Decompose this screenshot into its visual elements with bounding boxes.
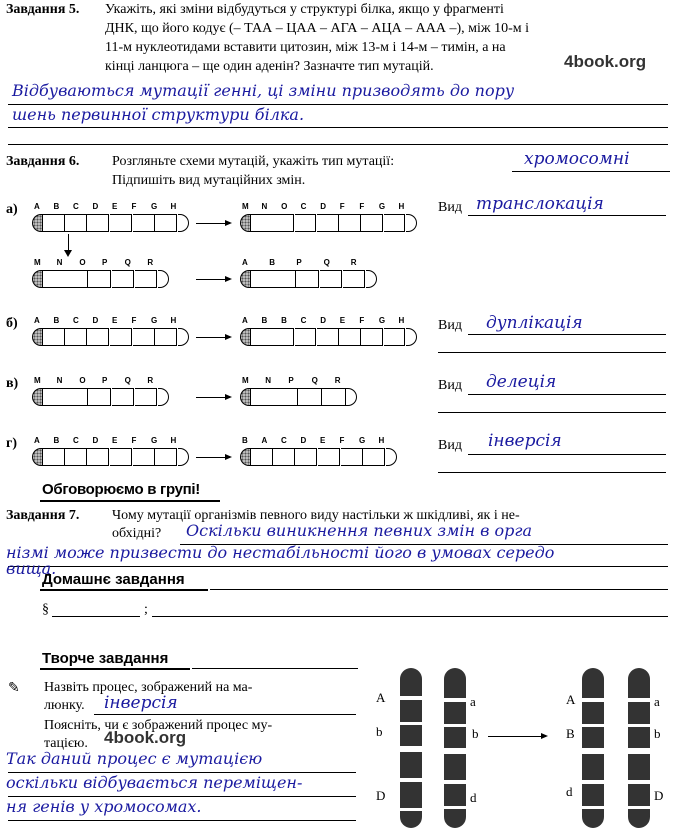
- gene-letter: C: [73, 202, 79, 211]
- label-a-left-pair: a: [470, 694, 476, 709]
- gene-letter: N: [265, 376, 271, 385]
- chromosome-segment: [135, 388, 158, 406]
- chromosome-segment: [110, 328, 132, 346]
- gene-letter: G: [151, 436, 158, 445]
- arrow-right: [196, 337, 230, 338]
- vid-label-c: Вид: [438, 378, 462, 393]
- chromosome-segment: [250, 388, 275, 406]
- creative-answer-2b: оскільки відбувається переміщен-: [6, 773, 303, 792]
- chromosome-segment: [112, 388, 135, 406]
- label-b-left: b: [376, 724, 383, 739]
- chromosome-segment: [133, 328, 155, 346]
- gene-letter: F: [359, 316, 365, 325]
- vid-answer-a: транслокація: [476, 194, 604, 214]
- vid-answer-d: інверсія: [488, 431, 562, 451]
- gene-letter: C: [73, 316, 79, 325]
- task5-label: Завдання 5.: [6, 2, 80, 17]
- task7-text-1: Чому мутації організмів певного виду настільки ж шкідливі, як і не-: [112, 508, 520, 523]
- chromosome-segment: [295, 328, 317, 346]
- chromosome-segment: [65, 270, 88, 288]
- gene-letter: D: [320, 316, 326, 325]
- chromosome-segment: [155, 328, 177, 346]
- vid-label-d: Вид: [438, 438, 462, 453]
- chromosome-segment: [250, 270, 274, 288]
- gene-letter: C: [300, 202, 307, 211]
- creative-q1a: Назвіть процес, зображений на ма-: [44, 680, 253, 695]
- watermark-bottom: 4book.org: [104, 728, 187, 747]
- watermark-top: 4book.org: [564, 52, 647, 71]
- task5-text-3: 11-м нуклеотидами вставити цитозин, між 13-м і 14-м – тимін, а на: [105, 40, 506, 55]
- gene-letter: C: [73, 436, 79, 445]
- gene-letter: O: [79, 258, 86, 267]
- task6-answer-type: хромосомні: [524, 149, 630, 169]
- arrow-right: [196, 279, 230, 280]
- task6-text-2: Підпишіть вид мутаційних змін.: [112, 173, 306, 188]
- arrow-right: [488, 736, 546, 737]
- gene-letter: M: [242, 202, 249, 211]
- chromosome-segment: [250, 328, 273, 346]
- chromosome-segment: [110, 214, 132, 232]
- chromosome-abbcdefgh: [240, 316, 416, 346]
- label-a-right-pair: a: [654, 694, 660, 709]
- gene-letter: P: [102, 258, 108, 267]
- chromosome-picture: [360, 662, 680, 834]
- gene-letter: Q: [124, 376, 131, 385]
- task7-answer-2: нізмі може призвести до нестабільності його в умовах середо: [6, 543, 555, 562]
- chromosome-cap: [158, 388, 169, 406]
- gene-letter: M: [34, 376, 41, 385]
- label-D-right-pair: D: [654, 788, 664, 803]
- gene-letter: A: [34, 316, 40, 325]
- chromosome-bacdefgh: [240, 436, 396, 466]
- label-A-left: A: [376, 690, 386, 705]
- chromosome-segment: [320, 270, 343, 288]
- task5-text-4: кінці ланцюга – ще один аденін? Зазначте тип мутацій.: [105, 59, 434, 74]
- row-d-letter: г): [6, 436, 18, 451]
- chromosome-segment: [87, 214, 109, 232]
- chromosome-segment: [273, 448, 295, 466]
- chromosome-segment: [135, 270, 158, 288]
- gene-letter: F: [131, 202, 137, 211]
- chromosome-segment: [65, 448, 87, 466]
- gene-letter: B: [53, 202, 60, 211]
- task5-text-1: Укажіть, які зміни відбудуться у структурі білка, якщо у фрагменті: [105, 2, 504, 17]
- chromosome-cap: [178, 448, 189, 466]
- chromosome-abpqr: [240, 258, 376, 288]
- vid-label-b: Вид: [438, 318, 462, 333]
- gene-letter: D: [92, 436, 99, 445]
- gene-letter: H: [170, 316, 177, 325]
- task7-text-2: обхідні?: [112, 526, 162, 541]
- chromosome-segment: [296, 270, 319, 288]
- chromosome-segment: [363, 448, 385, 466]
- creative-answer-1: інверсія: [104, 693, 178, 713]
- task5-answer-1: Відбуваються мутації генні, ці зміни призводять до пору: [12, 81, 515, 100]
- creative-q1b: люнку.: [44, 698, 85, 713]
- chromosome-segment: [318, 448, 340, 466]
- gene-letter: F: [359, 202, 365, 211]
- gene-letter: R: [147, 258, 154, 267]
- chromosome-abcdefgh: [32, 316, 188, 346]
- gene-letter: G: [151, 316, 158, 325]
- creative-answer-2c: ня генів у хромосомах.: [6, 797, 202, 816]
- chromosome-segment: [317, 214, 339, 232]
- gene-letter: F: [131, 436, 137, 445]
- gene-letter: B: [53, 316, 60, 325]
- task7-label: Завдання 7.: [6, 508, 80, 523]
- chromosome-mnopqr: [32, 258, 168, 288]
- gene-letter: H: [398, 202, 405, 211]
- chromosome-segment: [341, 448, 363, 466]
- arrow-right: [196, 397, 230, 398]
- chromosome-segment: [322, 388, 346, 406]
- gene-letter: C: [281, 436, 287, 445]
- homework-heading: Домашнє завдання: [42, 571, 185, 588]
- gene-letter: E: [112, 202, 118, 211]
- separator: ;: [144, 602, 148, 617]
- chromosome-cap: [346, 388, 357, 406]
- chromosome-segment: [250, 214, 273, 232]
- chromosome-segment: [384, 214, 406, 232]
- chromosome-cap: [406, 214, 417, 232]
- creative-heading: Творче завдання: [42, 650, 169, 667]
- gene-letter: P: [102, 376, 108, 385]
- task5-text-2: ДНК, що його кодує (– ТАА – ЦАА – АГА – АЦА – ААА –), між 10-м і: [105, 21, 529, 36]
- chromosome-segment: [88, 270, 111, 288]
- creative-q2a: Поясніть, чи є зображений процес му-: [44, 718, 273, 733]
- chromosome-segment: [42, 214, 65, 232]
- chromosome-cap: [178, 328, 189, 346]
- gene-letter: H: [170, 436, 177, 445]
- gene-letter: M: [34, 258, 41, 267]
- chromosome-abcdefgh: [32, 202, 188, 232]
- chromosome-segment: [65, 388, 88, 406]
- vid-answer-b: дуплікація: [486, 313, 583, 333]
- gene-letter: N: [56, 376, 63, 385]
- chromosome-mnopqr: [32, 376, 168, 406]
- gene-letter: P: [296, 258, 302, 267]
- gene-letter: N: [261, 202, 268, 211]
- chromosome-segment: [295, 448, 317, 466]
- big-chromosome: [444, 668, 466, 828]
- chromosome-segment: [110, 448, 132, 466]
- gene-letter: E: [320, 436, 326, 445]
- discuss-heading: Обговорюємо в групі!: [42, 481, 200, 498]
- chromosome-segment: [42, 388, 66, 406]
- gene-letter: B: [242, 436, 248, 445]
- vid-label-a: Вид: [438, 200, 462, 215]
- chromosome-segment: [317, 328, 339, 346]
- gene-letter: B: [281, 316, 287, 325]
- chromosome-segment: [87, 448, 109, 466]
- gene-letter: F: [339, 202, 345, 211]
- chromosome-segment: [112, 270, 135, 288]
- gene-letter: R: [147, 376, 154, 385]
- chromosome-segment: [42, 448, 65, 466]
- gene-letter: Q: [311, 376, 318, 385]
- row-c-letter: в): [6, 376, 19, 391]
- gene-letter: H: [398, 316, 405, 325]
- gene-letter: Q: [323, 258, 330, 267]
- chromosome-segment: [272, 214, 294, 232]
- gene-letter: D: [300, 436, 307, 445]
- creative-answer-2a: Так даний процес є мутацією: [6, 749, 263, 768]
- chromosome-segment: [42, 270, 66, 288]
- gene-letter: D: [320, 202, 326, 211]
- big-chromosome: [400, 668, 422, 828]
- task6-label: Завдання 6.: [6, 154, 80, 169]
- gene-letter: M: [242, 376, 249, 385]
- pencil-icon: ✎: [8, 681, 20, 696]
- task7-answer-1: Оскільки виникнення певних змін в орга: [186, 521, 533, 540]
- chromosome-cap: [366, 270, 377, 288]
- chromosome-segment: [65, 214, 87, 232]
- label-b-right-pair: b: [654, 726, 661, 741]
- gene-letter: R: [334, 376, 341, 385]
- chromosome-segment: [343, 270, 366, 288]
- vid-answer-c: делеція: [486, 372, 557, 392]
- gene-letter: Q: [124, 258, 131, 267]
- gene-letter: H: [378, 436, 385, 445]
- gene-letter: D: [92, 316, 99, 325]
- big-chromosome: [628, 668, 650, 828]
- gene-letter: A: [242, 258, 248, 267]
- section-sign: §: [42, 602, 49, 617]
- chromosome-segment: [88, 388, 111, 406]
- gene-letter: H: [170, 202, 177, 211]
- gene-letter: P: [288, 376, 294, 385]
- gene-letter: O: [79, 376, 86, 385]
- gene-letter: O: [281, 202, 288, 211]
- label-B-right: B: [566, 726, 575, 741]
- chromosome-cap: [158, 270, 169, 288]
- gene-letter: F: [339, 436, 345, 445]
- gene-letter: G: [359, 436, 366, 445]
- chromosome-segment: [250, 448, 273, 466]
- gene-letter: C: [300, 316, 307, 325]
- gene-letter: A: [34, 202, 40, 211]
- task7-answer-3: вища.: [6, 559, 57, 578]
- label-d-right: d: [566, 784, 573, 799]
- gene-letter: G: [378, 202, 386, 211]
- chromosome-mnpqr: [240, 376, 356, 406]
- chromosome-segment: [155, 214, 177, 232]
- gene-letter: E: [339, 316, 346, 325]
- chromosome-segment: [339, 328, 361, 346]
- row-b-letter: б): [6, 316, 18, 331]
- chromosome-abcdefgh: [32, 436, 188, 466]
- chromosome-segment: [155, 448, 177, 466]
- task5-answer-2: шень первинної структури білка.: [12, 105, 305, 124]
- chromosome-cap: [406, 328, 417, 346]
- row-a-letter: а): [6, 202, 18, 217]
- chromosome-segment: [298, 388, 322, 406]
- chromosome-segment: [272, 328, 294, 346]
- chromosome-segment: [339, 214, 361, 232]
- chromosome-segment: [295, 214, 317, 232]
- label-D-left: D: [376, 788, 386, 803]
- chromosome-cap: [178, 214, 189, 232]
- chromosome-segment: [87, 328, 109, 346]
- gene-letter: A: [34, 436, 40, 445]
- gene-letter: D: [92, 202, 99, 211]
- gene-letter: E: [112, 316, 118, 325]
- gene-letter: B: [269, 258, 275, 267]
- chromosome-segment: [133, 214, 155, 232]
- chromosome-segment: [65, 328, 87, 346]
- chromosome-cap: [386, 448, 397, 466]
- chromosome-segment: [42, 328, 65, 346]
- label-d-left-pair: d: [470, 790, 477, 805]
- label-A-right: A: [566, 692, 576, 707]
- gene-letter: R: [350, 258, 357, 267]
- gene-letter: N: [56, 258, 63, 267]
- task6-text-1: Розгляньте схеми мутацій, укажіть тип мутації:: [112, 154, 395, 169]
- arrow-right: [196, 457, 230, 458]
- gene-letter: E: [112, 436, 118, 445]
- chromosome-segment: [133, 448, 155, 466]
- gene-letter: B: [53, 436, 60, 445]
- chromosome-segment: [274, 388, 298, 406]
- chromosome-mnocdfgh: [240, 202, 416, 232]
- label-b-left-pair: b: [472, 726, 479, 741]
- creative-q2b: тацією.: [44, 736, 88, 751]
- chromosome-segment: [384, 328, 406, 346]
- chromosome-segment: [273, 270, 296, 288]
- chromosome-segment: [361, 328, 383, 346]
- arrow-right: [196, 223, 230, 224]
- gene-letter: G: [151, 202, 158, 211]
- gene-letter: B: [261, 316, 268, 325]
- gene-letter: F: [131, 316, 137, 325]
- gene-letter: A: [242, 316, 248, 325]
- gene-letter: A: [261, 436, 268, 445]
- big-chromosome: [582, 668, 604, 828]
- chromosome-segment: [361, 214, 383, 232]
- gene-letter: G: [378, 316, 386, 325]
